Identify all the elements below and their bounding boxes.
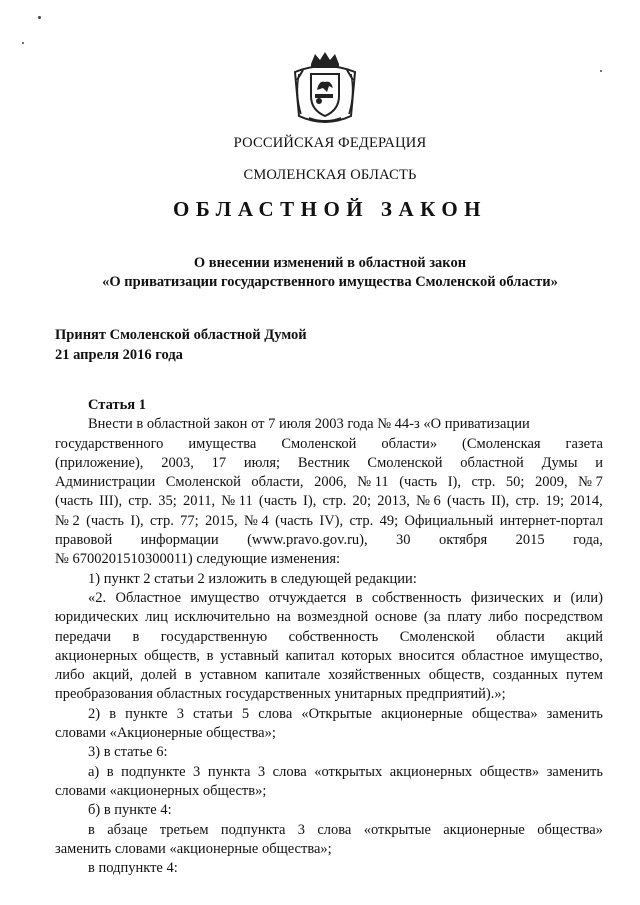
article-word: а) bbox=[88, 763, 100, 780]
article-word: года, bbox=[573, 532, 603, 549]
article-word: обществ» bbox=[479, 763, 540, 780]
article-word: «Открытые bbox=[301, 705, 372, 722]
article-word: областной bbox=[460, 454, 524, 471]
article-line bbox=[55, 473, 603, 492]
article-word: Внести в областной закон от 7 июля 2003 года № 44-з «О приватизации bbox=[88, 416, 530, 433]
document-type-title: ОБЛАСТНОЙ ЗАКОН bbox=[172, 197, 487, 221]
article-line bbox=[55, 454, 603, 473]
article-word: долей bbox=[140, 667, 177, 684]
article-word: стр. bbox=[150, 512, 174, 529]
adoption-info bbox=[55, 325, 307, 365]
article-word: либо bbox=[488, 609, 518, 626]
article-line bbox=[55, 685, 603, 704]
article-body bbox=[55, 396, 603, 878]
article-word: областное bbox=[461, 647, 524, 664]
article-line bbox=[55, 821, 603, 840]
law-subject bbox=[10, 254, 640, 292]
article-word: акционерных bbox=[55, 647, 138, 664]
article-word: 2013, bbox=[377, 493, 410, 510]
law-subject-line: «О приватизации государственного имущества Смоленской области» bbox=[102, 274, 558, 290]
article-word: заменить bbox=[546, 763, 603, 780]
article-word: статьи bbox=[193, 705, 233, 722]
article-word: заменить словами «акционерные общества»; bbox=[55, 840, 332, 857]
article-word: словами «Акционерные общества»; bbox=[55, 725, 276, 742]
article-line bbox=[55, 531, 603, 550]
article-word: заменить bbox=[546, 705, 603, 722]
article-word: в bbox=[88, 821, 95, 838]
article-word: стр. bbox=[515, 493, 540, 510]
article-line bbox=[55, 608, 603, 627]
article-word: 3 bbox=[193, 763, 201, 780]
article-line bbox=[55, 763, 603, 782]
article-word: в bbox=[206, 647, 214, 664]
article-word: 49; bbox=[379, 512, 399, 529]
article-line bbox=[55, 589, 603, 608]
article-word: общества» bbox=[471, 705, 538, 722]
article-line bbox=[55, 415, 603, 434]
article-word: в bbox=[132, 628, 140, 645]
article-word: подпункта bbox=[220, 821, 286, 838]
article-word: 3 bbox=[176, 705, 184, 722]
article-word: 2015, bbox=[205, 512, 238, 529]
adoption-body: Принят Смоленской областной Думой bbox=[55, 327, 307, 343]
country-heading: РОССИЙСКАЯ ФЕДЕРАЦИЯ bbox=[233, 135, 427, 151]
article-word: Официальный bbox=[404, 512, 494, 529]
article-word: 2003, bbox=[161, 454, 194, 471]
article-word: 20; bbox=[352, 493, 372, 510]
article-word: акций, bbox=[92, 667, 133, 684]
article-word: юридических bbox=[55, 609, 139, 626]
article-word: Вестник bbox=[297, 454, 350, 471]
article-line bbox=[55, 512, 603, 531]
article-word: Смоленской bbox=[367, 454, 443, 471]
article-word: 2006, bbox=[314, 474, 347, 491]
article-word: 2011, bbox=[183, 493, 216, 510]
article-word: 5 bbox=[241, 705, 250, 722]
article-word: вносится bbox=[398, 647, 455, 664]
article-word: (www.pravo.gov.ru), bbox=[247, 532, 368, 549]
article-word: передачи bbox=[55, 628, 111, 645]
article-word: в подпункте 4: bbox=[88, 860, 178, 877]
article-word: стр. bbox=[471, 474, 496, 491]
article-word: пункта bbox=[207, 763, 251, 780]
article-word: акционерные bbox=[381, 705, 463, 722]
article-word: 2) bbox=[88, 705, 101, 722]
article-word: интернет-портал bbox=[499, 512, 603, 529]
region-heading: СМОЛЕНСКАЯ ОБЛАСТЬ bbox=[243, 167, 417, 183]
article-word: и bbox=[595, 454, 603, 471]
article-word: б) в пункте 4: bbox=[88, 802, 172, 819]
article-word: 50; bbox=[505, 474, 525, 491]
article-word: I), bbox=[447, 474, 461, 491]
article-line bbox=[55, 435, 603, 454]
article-word: «открытые bbox=[363, 821, 431, 838]
article-word: области bbox=[496, 628, 545, 645]
article-word: Думы bbox=[541, 454, 578, 471]
article-word: акционерные bbox=[443, 821, 525, 838]
article-word: капитал bbox=[285, 647, 335, 664]
article-word: Смоленской bbox=[165, 474, 241, 491]
article-word: № 11 bbox=[357, 474, 389, 491]
article-word: обществ, bbox=[428, 667, 485, 684]
article-word: словами «акционерных обществ»; bbox=[55, 782, 267, 799]
article-word: преобразования областных государственных унитарных предприятий).»; bbox=[55, 686, 506, 703]
article-word: Смоленской bbox=[281, 435, 357, 452]
article-word: (часть bbox=[275, 512, 314, 529]
article-word: пункте bbox=[125, 705, 168, 722]
article-word: № 4 bbox=[244, 512, 269, 529]
scan-speck bbox=[38, 16, 41, 19]
article-word: собственность bbox=[371, 589, 462, 606]
article-word: октября bbox=[438, 532, 488, 549]
coat-of-arms-icon bbox=[289, 50, 361, 126]
article-word: 77; bbox=[180, 512, 199, 529]
article-word: исключительно bbox=[174, 609, 270, 626]
article-word: капитале bbox=[264, 667, 321, 684]
article-word: 1) пункт 2 статьи 2 изложить в следующей редакции: bbox=[88, 570, 417, 587]
article-word: № 7 bbox=[578, 474, 603, 491]
article-line bbox=[55, 570, 603, 589]
article-word: III), bbox=[99, 493, 123, 510]
article-line bbox=[55, 801, 603, 820]
article-word: стр. bbox=[349, 512, 374, 529]
article-heading: Статья 1 bbox=[88, 397, 146, 413]
article-word: отчуждается bbox=[268, 589, 347, 606]
article-word: государственную bbox=[160, 628, 268, 645]
article-word: (часть bbox=[399, 474, 438, 491]
article-word: стр. bbox=[128, 493, 153, 510]
article-word: уставный bbox=[220, 647, 279, 664]
article-word: (часть bbox=[55, 493, 93, 510]
article-word: созданных bbox=[492, 667, 559, 684]
article-word: I), bbox=[130, 512, 144, 529]
article-word: в bbox=[184, 667, 192, 684]
article-word: (часть bbox=[86, 512, 125, 529]
article-word: 35; bbox=[158, 493, 177, 510]
article-word: имущество, bbox=[530, 647, 603, 664]
article-word: информации bbox=[140, 532, 219, 549]
article-word: собственность bbox=[288, 628, 379, 645]
article-word: в bbox=[355, 589, 363, 606]
article-text bbox=[55, 415, 603, 878]
article-word: области» bbox=[381, 435, 438, 452]
article-word: июля; bbox=[243, 454, 281, 471]
article-word: которых bbox=[341, 647, 393, 664]
article-line bbox=[55, 705, 603, 724]
article-line bbox=[55, 647, 603, 666]
article-word: 19; bbox=[545, 493, 564, 510]
article-line bbox=[55, 724, 603, 743]
article-word: (часть bbox=[258, 493, 297, 510]
article-word: 30 bbox=[396, 532, 411, 549]
article-word: государственного bbox=[55, 435, 164, 452]
article-word: Областное bbox=[115, 589, 182, 606]
article-word: № 6 bbox=[416, 493, 441, 510]
article-word: обществ, bbox=[144, 647, 200, 664]
article-word: правовой bbox=[55, 532, 113, 549]
article-word: либо bbox=[55, 667, 85, 684]
article-word: хозяйственных bbox=[328, 667, 421, 684]
article-line bbox=[55, 782, 603, 801]
article-word: 2014, bbox=[570, 493, 603, 510]
article-word: стр. bbox=[322, 493, 347, 510]
article-word: посредством bbox=[524, 609, 603, 626]
article-word: возмездной bbox=[297, 609, 369, 626]
law-subject-line: О внесении изменений в областной закон bbox=[193, 255, 467, 271]
article-word: в bbox=[109, 705, 117, 722]
article-word: № 2 bbox=[55, 512, 80, 529]
article-word: и bbox=[553, 589, 562, 606]
scan-speck bbox=[600, 70, 602, 72]
article-word: уставном bbox=[199, 667, 257, 684]
article-word: лиц bbox=[145, 609, 168, 626]
article-line bbox=[55, 859, 603, 878]
article-line bbox=[55, 492, 603, 511]
article-word: 2009, bbox=[535, 474, 568, 491]
article-line bbox=[55, 743, 603, 762]
article-word: 2015 bbox=[515, 532, 545, 549]
article-word: № 11 bbox=[221, 493, 253, 510]
article-word: I), bbox=[303, 493, 317, 510]
article-word: слова bbox=[258, 705, 293, 722]
article-word: 3 bbox=[297, 821, 305, 838]
article-word: на bbox=[276, 609, 291, 626]
article-word: 17 bbox=[211, 454, 227, 471]
article-word: (за bbox=[423, 609, 441, 626]
article-word: (часть bbox=[446, 493, 485, 510]
article-word: Смоленской bbox=[399, 628, 475, 645]
article-word: (приложение), bbox=[55, 454, 144, 471]
article-word: общества» bbox=[537, 821, 603, 838]
article-word: абзаце bbox=[107, 821, 148, 838]
article-word: имущества bbox=[188, 435, 257, 452]
article-word: плату bbox=[447, 609, 482, 626]
article-word: области, bbox=[251, 474, 304, 491]
adoption-date: 21 апреля 2016 года bbox=[55, 347, 183, 363]
article-word: № 6700201510300011) следующие изменения: bbox=[55, 551, 341, 568]
article-word: 3 bbox=[257, 763, 266, 780]
article-line bbox=[55, 550, 603, 569]
article-word: слова bbox=[272, 763, 307, 780]
article-word: акций bbox=[566, 628, 603, 645]
article-line bbox=[55, 628, 603, 647]
article-line bbox=[55, 840, 603, 859]
article-word: (Смоленская bbox=[462, 435, 541, 452]
article-word: 3) в статье 6: bbox=[88, 744, 168, 761]
article-word: газета bbox=[565, 435, 603, 452]
article-word: подпункте bbox=[121, 763, 186, 780]
article-word: путем bbox=[566, 667, 603, 684]
article-word: «открытых bbox=[314, 763, 383, 780]
article-word: физических bbox=[470, 589, 545, 606]
article-word: в bbox=[106, 763, 114, 780]
article-word: «2. bbox=[88, 589, 107, 606]
article-line bbox=[55, 666, 603, 685]
scan-speck bbox=[22, 42, 24, 44]
article-word: акционерных bbox=[389, 763, 473, 780]
article-word: (или) bbox=[570, 589, 603, 606]
article-word: II), bbox=[491, 493, 510, 510]
article-word: третьем bbox=[159, 821, 209, 838]
article-word: Администрации bbox=[55, 474, 156, 491]
article-word: основе bbox=[374, 609, 418, 626]
article-word: слова bbox=[317, 821, 352, 838]
article-word: имущество bbox=[190, 589, 260, 606]
article-word: IV), bbox=[319, 512, 344, 529]
